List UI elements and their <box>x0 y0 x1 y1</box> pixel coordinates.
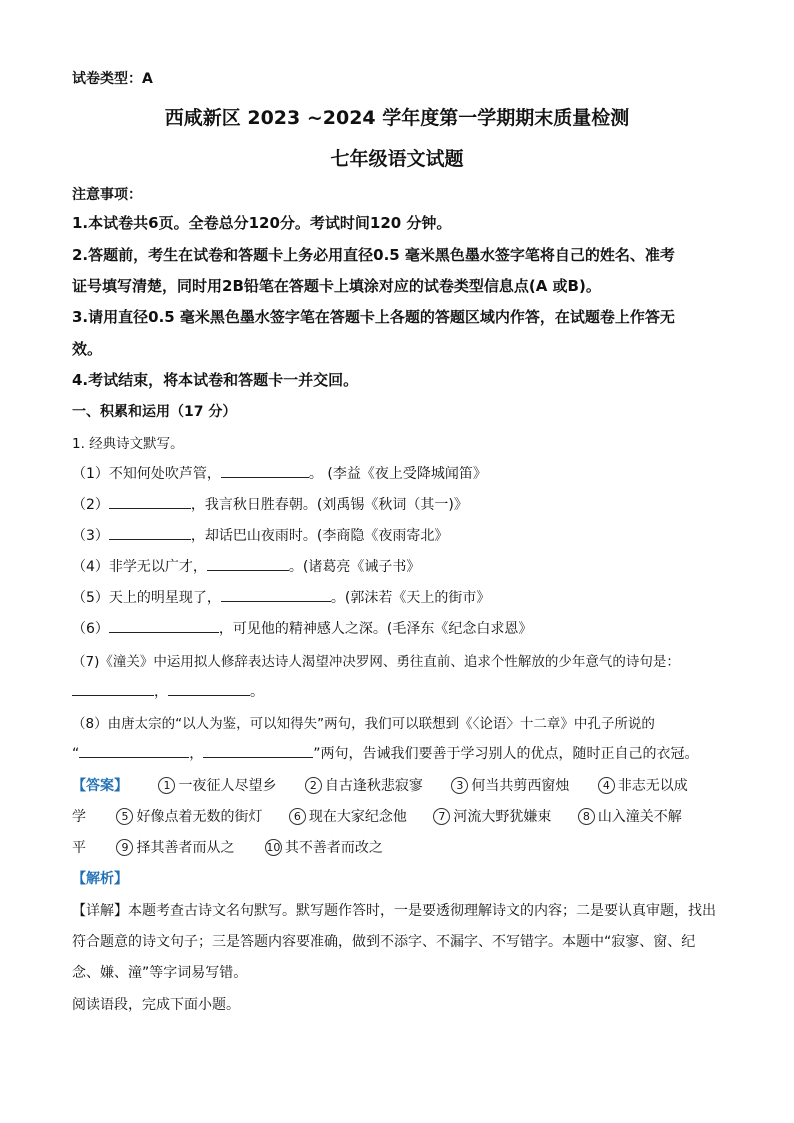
circled-number: 2 <box>305 777 322 794</box>
answer-line-3: 平 9 择其善者而从之 10 其不善者而改之 <box>72 840 383 856</box>
notice-item-3b: 效。 <box>72 340 103 358</box>
answer-label: 【答案】 <box>72 778 128 794</box>
item-7-blanks: ， 。 <box>72 681 264 701</box>
item-8-blanks: “ ， ”两句，告诫我们要善于学习别人的优点，随时正自己的衣冠。 <box>72 743 699 763</box>
answer-blank[interactable] <box>109 618 219 633</box>
answer-blank[interactable] <box>221 587 331 602</box>
notice-item-2a: 2.答题前，考生在试卷和答题卡上务必用直径0.5 毫米黑色墨水签字笔将自己的姓名、准考 <box>72 246 675 264</box>
circled-number: 3 <box>451 777 468 794</box>
notice-heading: 注意事项： <box>72 187 142 203</box>
circled-number: 9 <box>116 839 133 856</box>
item-1: （1）不知何处吹芦管， 。 (李益《夜上受降城闻笛》 <box>72 463 487 483</box>
answer-blank[interactable] <box>168 681 250 696</box>
circled-number: 7 <box>433 808 450 825</box>
item-8: （8）由唐太宗的“以人为鉴，可以知得失”两句，我们可以联想到《〈论语〉十二章》中孔子所说的 <box>72 716 655 732</box>
analysis-label: 【解析】 <box>72 871 128 887</box>
answer-blank[interactable] <box>203 743 313 758</box>
section-heading: 一、积累和运用（17 分） <box>72 404 237 420</box>
analysis-para-1: 【详解】本题考查古诗文名句默写。默写题作答时，一是要透彻理解诗文的内容；二是要认真审题，找出 <box>72 903 716 919</box>
question-1: 1. 经典诗文默写。 <box>72 436 184 452</box>
reading-instruction: 阅读语段，完成下面小题。 <box>72 997 240 1013</box>
item-3: （3） ，却话巴山夜雨时。(李商隐《夜雨寄北》 <box>72 525 448 545</box>
answer-blank[interactable] <box>221 463 309 478</box>
answer-blank[interactable] <box>79 743 189 758</box>
answer-blank[interactable] <box>207 556 289 571</box>
answer-line-2: 学 5 好像点着无数的街灯 6 现在大家纪念他 7 河流大野犹嫌束 8 山入潼关不解 <box>72 809 682 825</box>
circled-number: 10 <box>266 841 281 854</box>
answer-blank[interactable] <box>109 494 191 509</box>
circled-number: 1 <box>158 777 175 794</box>
exam-title: 西咸新区 2023 ~2024 学年度第一学期期末质量检测 <box>164 107 630 129</box>
circled-number: 6 <box>289 808 306 825</box>
paper-type: 试卷类型：A <box>72 71 153 87</box>
item-7: （7)《潼关》中运用拟人修辞表达诗人渴望冲决罗网、勇往直前、追求个性解放的少年意气的诗句是： <box>72 654 680 670</box>
notice-item-2b: 证号填写清楚，同时用2B铅笔在答题卡上填涂对应的试卷类型信息点(A 或B)。 <box>72 277 601 295</box>
notice-item-3a: 3.请用直径0.5 毫米黑色墨水签字笔在答题卡上各题的答题区域内作答，在试题卷上作答无 <box>72 308 675 326</box>
answer-blank[interactable] <box>72 681 154 696</box>
item-5: （5）天上的明星现了， 。(郭沫若《天上的街市》 <box>72 587 490 607</box>
item-2: （2） ，我言秋日胜春朝。(刘禹锡《秋词（其一)》 <box>72 494 468 514</box>
notice-item-1: 1.本试卷共6页。全卷总分120分。考试时间120 分钟。 <box>72 214 452 232</box>
circled-number: 5 <box>116 808 133 825</box>
answer-blank[interactable] <box>109 525 191 540</box>
circled-number: 8 <box>578 808 595 825</box>
analysis-para-2: 符合题意的诗文句子；三是答题内容要准确，做到不添字、不漏字、不写错字。本题中“寂寥、窗、纪 <box>72 934 696 950</box>
answer-line-1: 【答案】 1 一夜征人尽望乡 2 自古逢秋悲寂寥 3 何当共剪西窗烛 4 非志无以成 <box>72 778 688 794</box>
exam-subtitle: 七年级语文试题 <box>330 148 464 170</box>
item-6: （6） ，可见他的精神感人之深。(毛泽东《纪念白求恩》 <box>72 618 532 638</box>
analysis-para-3: 念、嫌、潼”等字词易写错。 <box>72 965 248 981</box>
item-4: （4）非学无以广才， 。(诸葛亮《诫子书》 <box>72 556 420 576</box>
notice-item-4: 4.考试结束，将本试卷和答题卡一并交回。 <box>72 371 359 389</box>
circled-number: 4 <box>598 777 615 794</box>
